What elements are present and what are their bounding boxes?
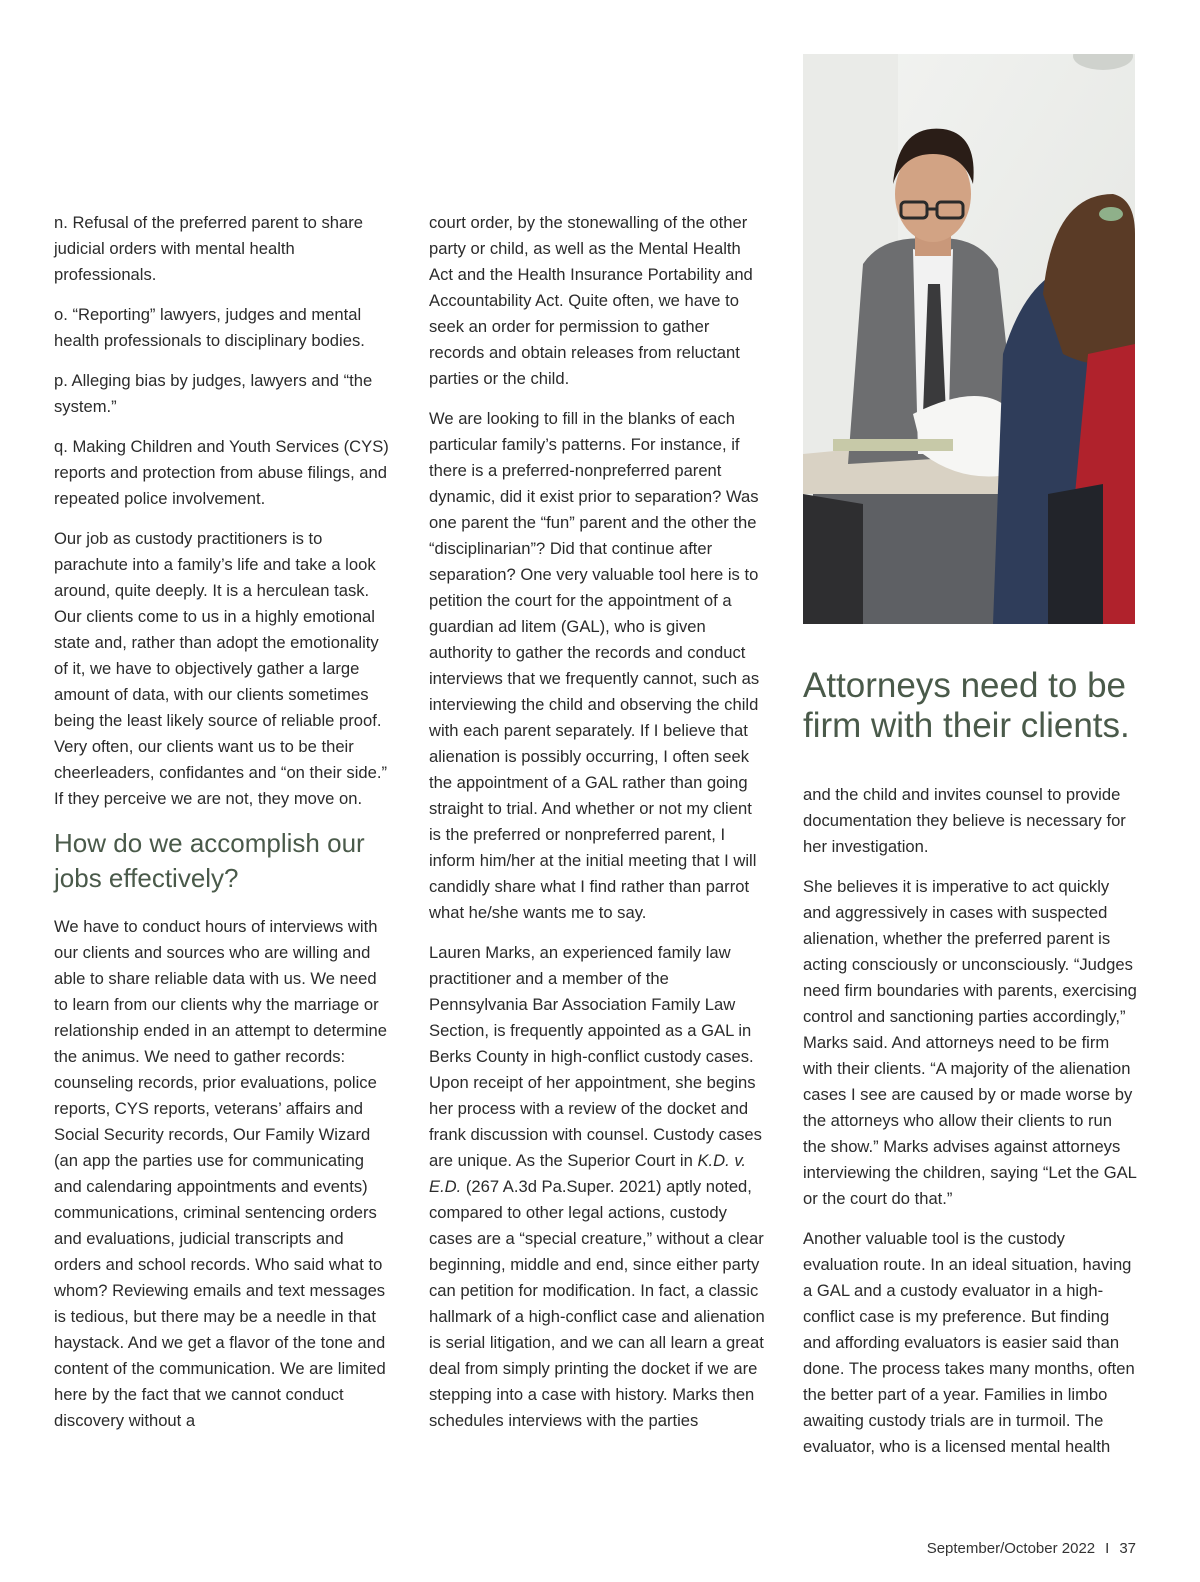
body-paragraph: She believes it is imperative to act quickly and aggressively in cases with suspected alienation, whether the preferred parent is acting consciously or unconsciously. “Judges need firm boundaries with parents, exercising control and sanctioning parties accordingly,” Marks said. And attorneys need to be firm with their clients. “A majority of the alienation cases I see are caused by or made worse by the attorneys who allow their clients to run the show.” Marks advises against attorneys interviewing the children, saying “Let the GAL or the court do that.”	[803, 877, 1137, 1208]
attorney-client-meeting-photo	[803, 54, 1135, 624]
article-column-2	[429, 210, 765, 1448]
text-run: (267 A.3d Pa.Super. 2021) aptly noted, compared to other legal actions, custody cases are a “special creature,” without a clear beginning, middle and end, since either party can petition for modification. In fact, a classic hallmark of a high-conflict case and alienation is serial litigation, and we can all learn a great deal from simply printing the docket if we are stepping into a case with history. Marks then schedules interviews with the parties	[429, 1177, 765, 1430]
body-paragraph: Another valuable tool is the custody evaluation route. In an ideal situation, having a GAL and a custody evaluator in a high-conflict case is my preference. But finding and affording evaluators is easier said than done. The process takes many months, often the better part of a year. Families in limbo awaiting custody trials are in turmoil. The evaluator, who is a licensed mental health	[803, 1229, 1135, 1456]
body-paragraph: We are looking to fill in the blanks of each particular family’s patterns. For instance, if there is a preferred-nonpreferred parent dynamic, did it exist prior to separation? Was one parent the “fun” parent and the other the “disciplinarian”? Did that continue after separation? One very valuable tool here is to petition the court for the appointment of a guardian ad litem (GAL), who is given authority to gather the records and conduct interviews that we frequently cannot, such as interviewing the child and observing the child with each parent separately. If I believe that alienation is possibly occurring, I often seek the appointment of a GAL rather than going straight to trial. And whether or not my client is the preferred or nonpreferred parent, I inform him/her at the initial meeting that I will candidly share what I find rather than parrot what he/she wants me to say.	[429, 409, 760, 922]
page-number: 37	[1119, 1540, 1136, 1557]
page-footer	[927, 1540, 1136, 1557]
footer-separator: I	[1105, 1540, 1110, 1557]
section-subheading: How do we accomplish our jobs effectively?	[54, 828, 365, 893]
body-paragraph: We have to conduct hours of interviews with our clients and sources who are willing and able to share reliable data with us. We need to learn from our clients why the marriage or relationship ended in an attempt to determine the animus. We need to gather records: counseling records, prior evaluations, police reports, CYS reports, veterans’ affairs and Social Security records, Our Family Wizard (an app the parties use for communicating and calendaring appointments and events) communications, criminal sentencing orders and evaluations, judicial transcripts and orders and school records. Who said what to whom? Reviewing emails and text messages is tedious, but there may be a needle in that haystack. And we get a flavor of the tone and content of the communication. We are limited here by the fact that we cannot conduct discovery without a	[54, 917, 388, 1430]
article-column-3	[803, 782, 1139, 1474]
case-citation: K.D. v. E.D.	[429, 1151, 746, 1196]
article-column-1	[54, 210, 390, 1448]
issue-date: September/October 2022	[926, 1540, 1096, 1557]
list-item-n: n. Refusal of the preferred parent to share judicial orders with mental health professionals.	[54, 213, 364, 284]
list-item-q: q. Making Children and Youth Services (CYS) reports and protection from abuse filings, and repeated police involvement.	[54, 437, 389, 508]
body-paragraph: Our job as custody practitioners is to parachute into a family’s life and take a look around, quite deeply. It is a herculean task. Our clients come to us in a highly emotional state and, rather than adopt the emotionality of it, we have to objectively gather a large amount of data, with our clients sometimes being the least likely source of reliable proof. Very often, our clients want us to be their cheerleaders, confidantes and “on their side.” If they perceive we are not, they move on.	[54, 529, 387, 808]
body-paragraph: court order, by the stonewalling of the other party or child, as well as the Mental Health Act and the Health Insurance Portability and Accountability Act. Quite often, we have to seek an order for permission to gather records and obtain releases from reluctant parties or the child.	[429, 213, 753, 388]
body-paragraph: and the child and invites counsel to provide documentation they believe is necessary for her investigation.	[803, 785, 1126, 856]
list-item-p: p. Alleging bias by judges, lawyers and “the system.”	[54, 371, 373, 416]
body-paragraph	[429, 940, 765, 1434]
text-run: Lauren Marks, an experienced family law practitioner and a member of the Pennsylvania Bar Association Family Law Section, is frequently appointed as a GAL in Berks County in high-conflict custody cases. Upon receipt of her appointment, she begins her process with a review of the docket and frank discussion with counsel. Custody cases are unique. As the Superior Court in	[429, 943, 762, 1170]
pull-quote: Attorneys need to be firm with their clients.	[803, 666, 1130, 745]
list-item-o: o. “Reporting” lawyers, judges and mental health professionals to disciplinary bodies.	[54, 305, 365, 350]
